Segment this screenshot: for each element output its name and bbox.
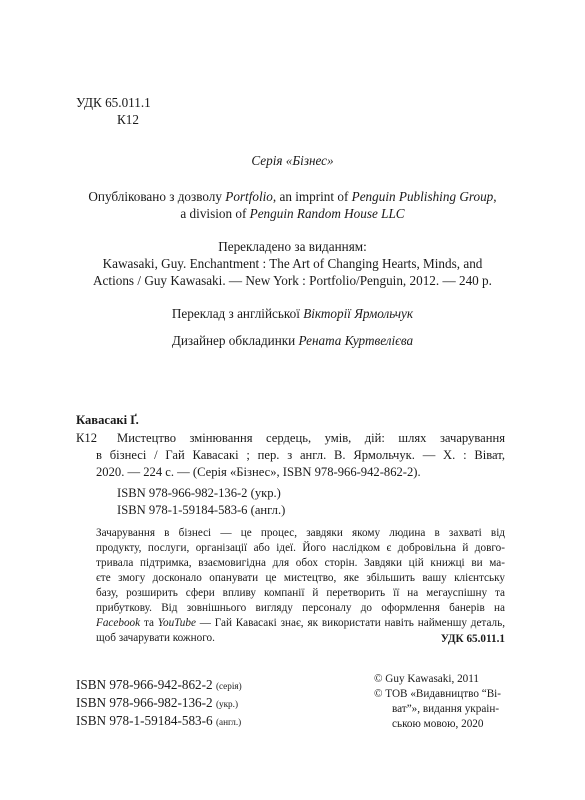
annotation-line-2: продукту, послуги, організації або ідеї. Його наслідком є добровільна й довго- <box>96 542 505 554</box>
isbn-eng: ISBN 978-1-59184-583-6 (англ.) <box>76 713 242 728</box>
catalog-author: Кавасакі Ґ. <box>76 413 139 427</box>
catalog-mark: К12 <box>76 431 97 445</box>
copyright-publisher-line-3: ською мовою, 2020 <box>392 718 484 730</box>
isbn-series: ISBN 978-966-942-862-2 (серія) <box>76 677 242 692</box>
catalog-description-line-3: 2020. — 224 с. — (Серія «Бізнес», ISBN 978-966-942-862-2). <box>96 465 421 479</box>
original-edition-heading: Перекладено за виданням: <box>218 239 367 254</box>
annotation-line-4: єте змогу досконало опанувати це мистецтво, яке збільшить вашу клієнтську <box>96 572 505 584</box>
catalog-description-line-2: в бізнесі / Гай Кавасакі ; пер. з англ. В. Ярмольчук. — Х. : Віват, <box>96 448 505 462</box>
catalog-description-line-1: Мистецтво змінювання сердець, умів, дій: шлях зачарування <box>117 431 505 445</box>
series-title: Серія «Бізнес» <box>251 153 334 168</box>
permission-line-1: Опубліковано з дозволу Portfolio, an imprint of Penguin Publishing Group, <box>88 189 497 204</box>
annotation-line-3: тривала підтримка, взаємовигідна для обох сторін. Завдяки цій книжці ви ма- <box>96 557 505 569</box>
isbn-ukr: ISBN 978-966-982-136-2 (укр.) <box>76 695 239 710</box>
catalog-isbn-eng: ISBN 978-1-59184-583-6 (англ.) <box>117 503 286 517</box>
copyright-publisher-line-2: ват”», видання украін- <box>392 703 500 715</box>
permission-line-2: a division of Penguin Random House LLC <box>180 206 405 221</box>
annotation-line-8: щоб зачарувати кожного. <box>96 632 215 644</box>
annotation-line-6: прибуткову. Від зовнішнього вигляду персоналу до оформлення банерів на <box>96 602 505 614</box>
cover-designer-line: Дизайнер обкладинки Рената Куртвелієва <box>171 333 414 348</box>
translator-line: Переклад з англійської Вікторії Ярмольчук <box>171 306 414 321</box>
annotation-line-1: Зачарування в бізнесі — це процес, завдяки якому людина в захваті від <box>96 527 505 539</box>
catalog-isbn-ukr: ISBN 978-966-982-136-2 (укр.) <box>117 486 281 500</box>
udk-code-bottom: УДК 65.011.1 <box>440 633 505 645</box>
author-mark-top: К12 <box>117 112 139 127</box>
udk-code-top: УДК 65.011.1 <box>76 95 151 110</box>
annotation-line-5: базу, розширить сфери впливу компанії й перетворить її на мегауспішну та <box>96 587 505 599</box>
original-edition-line-2: Actions / Guy Kawasaki. — New York : Portfolio/Penguin, 2012. — 240 p. <box>93 273 492 288</box>
original-edition-line-1: Kawasaki, Guy. Enchantment : The Art of Changing Hearts, Minds, and <box>102 256 483 271</box>
annotation-line-7: Facebook та YouTube — Гай Кавасакі знає, як використати навіть найменшу деталь, <box>96 617 505 629</box>
copyright-publisher-line-1: © ТОВ «Видавництво “Ві- <box>374 688 502 700</box>
copyright-author: © Guy Kawasaki, 2011 <box>374 673 480 685</box>
